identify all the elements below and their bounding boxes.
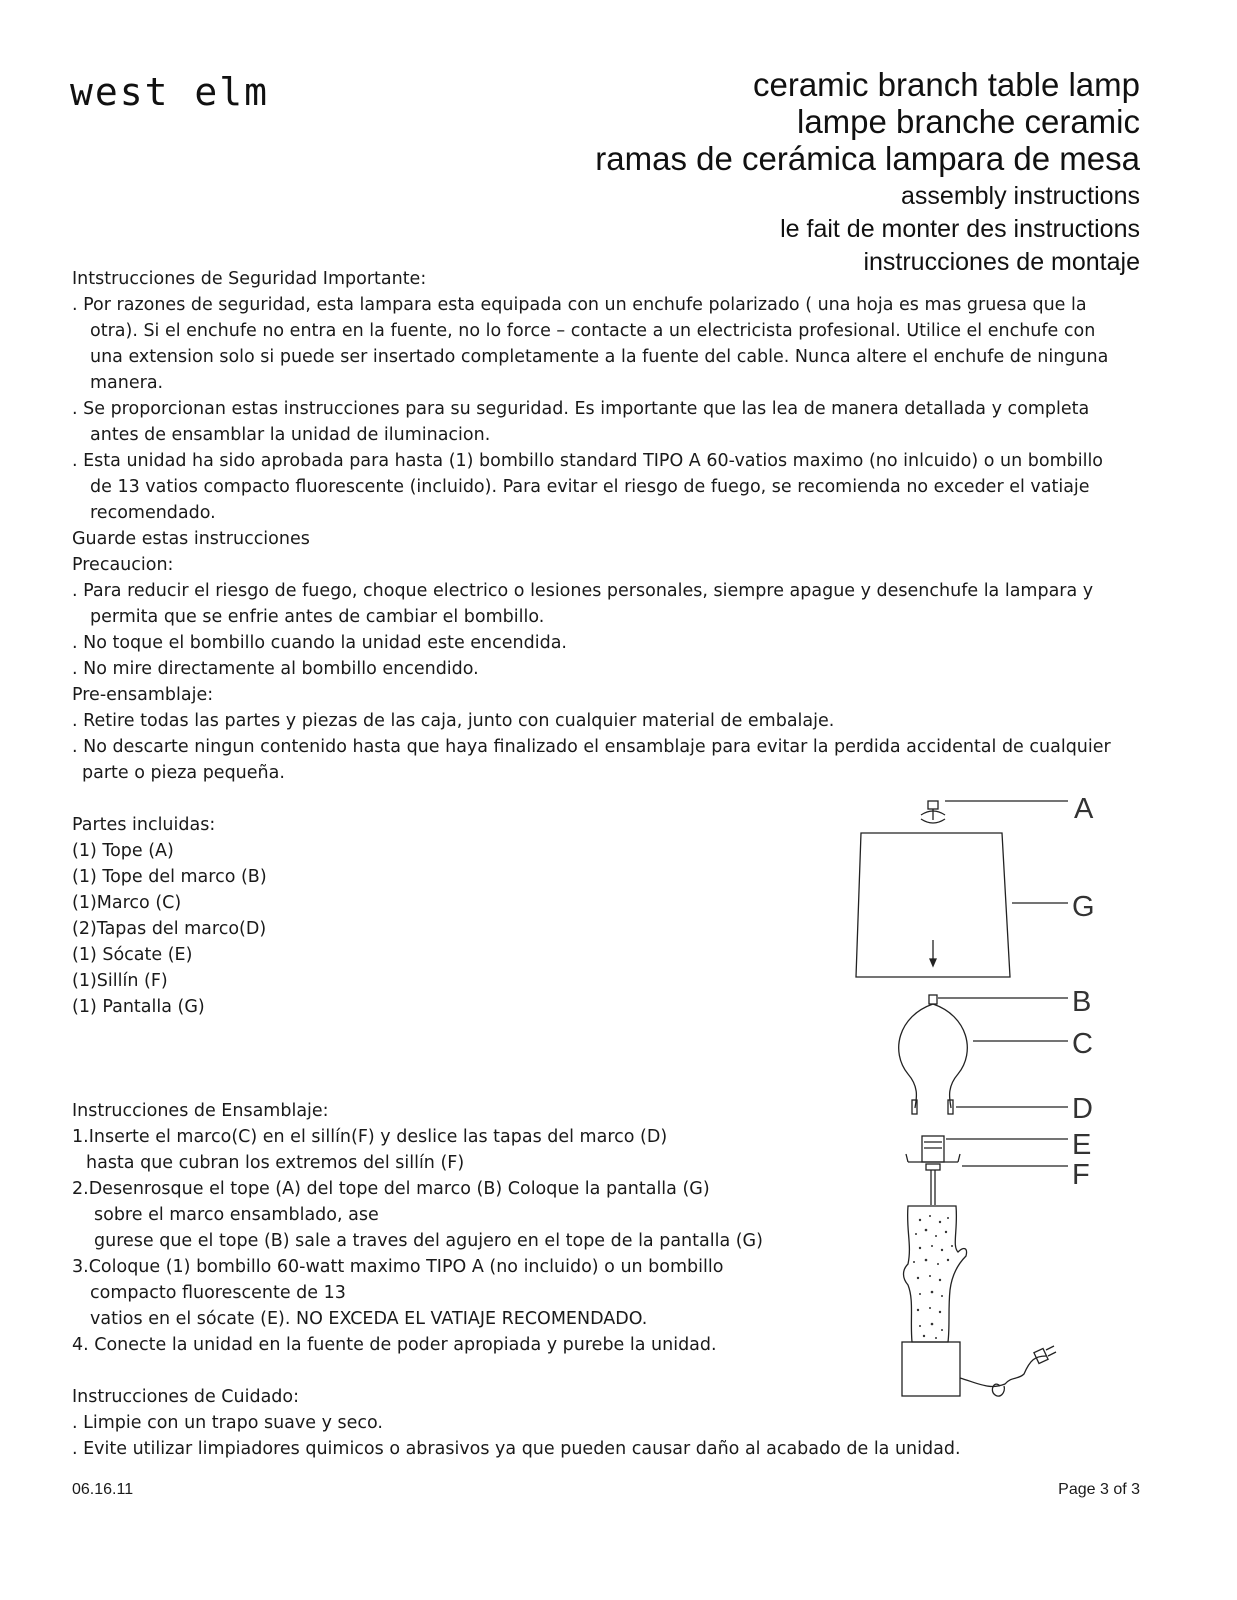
safety-heading: Intstrucciones de Seguridad Importante:: [72, 269, 427, 289]
subtitle-es: instrucciones de montaje: [863, 248, 1140, 276]
text-line: otra). Si el enchufe no entra en la fuente, no lo force – contacte a un electricista profesional. Utilice el enchufe con: [90, 321, 1096, 341]
text-line: compacto fluorescente de 13: [90, 1283, 346, 1303]
text-line: manera.: [90, 373, 164, 393]
finial-part: [921, 801, 1068, 823]
caution-heading: Precaucion:: [72, 555, 174, 575]
text-line: vatios en el sócate (E). NO EXCEDA EL VATIAJE RECOMENDADO.: [90, 1309, 648, 1329]
pre-bullet: . Retire todas las partes y piezas de las caja, junto con cualquier material de embalaje.: [72, 711, 835, 731]
lamp-exploded-diagram: [840, 790, 1130, 1410]
care-bullet: . Evite utilizar limpiadores quimicos o abrasivos ya que pueden causar daño al acabado de la unidad.: [72, 1439, 961, 1459]
safety-bullet: [72, 448, 1152, 526]
text-line: de 13 vatios compacto fluorescente (incluido). Para evitar el riesgo de fuego, se recomienda no exceder el vatiaje: [90, 477, 1090, 497]
text-line: gurese que el tope (B) sale a traves del agujero en el tope de la pantalla (G): [94, 1231, 763, 1251]
text-line: . Esta unidad ha sido aprobada para hasta (1) bombillo standard TIPO A 60-vatios maximo (no inlcuido) o un bombillo: [72, 451, 1104, 471]
shade-part: [856, 833, 1068, 977]
text-line: parte o pieza pequeña.: [82, 763, 285, 783]
label-g: G: [1072, 891, 1095, 923]
title-block: [595, 66, 1140, 279]
parts-heading: Partes incluidas:: [72, 815, 216, 835]
saddle-part: [906, 1154, 1068, 1205]
safety-bullet: [72, 292, 1152, 396]
harp-top-part: [929, 995, 1068, 1004]
save-note: Guarde estas instrucciones: [72, 529, 310, 549]
text-line: recomendado.: [90, 503, 216, 523]
text-line: hasta que cubran los extremos del sillín (F): [86, 1153, 465, 1173]
page-number: Page 3 of 3: [1058, 1481, 1140, 1498]
text-line: permita que se enfrie antes de cambiar el bombillo.: [90, 607, 545, 627]
label-d: D: [1072, 1093, 1093, 1125]
text-line: . Se proporcionan estas instrucciones para su seguridad. Es importante que las lea de manera detallada y completa: [72, 399, 1090, 419]
part-item: (1) Tope (A): [72, 841, 174, 861]
part-item: (1) Tope del marco (B): [72, 867, 267, 887]
subtitle-fr: le fait de monter des instructions: [780, 215, 1140, 243]
text-line: . No descarte ningun contenido hasta que haya finalizado el ensamblaje para evitar la perdida accidental de cualquier: [72, 737, 1111, 757]
text-line: antes de ensamblar la unidad de iluminacion.: [90, 425, 491, 445]
assembly-heading: Instrucciones de Ensamblaje:: [72, 1101, 329, 1121]
safety-bullet: [72, 396, 1152, 448]
part-item: (2)Tapas del marco(D): [72, 919, 267, 939]
caution-bullet: [72, 578, 1152, 630]
assembly-step: 4. Conecte la unidad en la fuente de poder apropiada y purebe la unidad.: [72, 1335, 717, 1355]
branch-texture: [913, 1215, 953, 1339]
text-line: 3.Coloque (1) bombillo 60-watt maximo TIPO A (no incluido) o un bombillo: [72, 1257, 724, 1277]
text-line: sobre el marco ensamblado, ase: [94, 1205, 379, 1225]
text-line: . Por razones de seguridad, esta lampara esta equipada con un enchufe polarizado ( una hoja es mas gruesa que la: [72, 295, 1087, 315]
label-a: A: [1074, 793, 1094, 825]
care-heading: Instrucciones de Cuidado:: [72, 1387, 300, 1407]
label-e: E: [1072, 1129, 1092, 1161]
caution-bullet: . No mire directamente al bombillo encendido.: [72, 659, 479, 679]
title-es: ramas de cerámica lampara de mesa: [595, 140, 1140, 177]
label-f: F: [1072, 1159, 1090, 1191]
label-c: C: [1072, 1028, 1093, 1060]
subtitle-en: assembly instructions: [901, 182, 1140, 210]
part-item: (1) Sócate (E): [72, 945, 193, 965]
caution-bullet: . No toque el bombillo cuando la unidad este encendida.: [72, 633, 567, 653]
part-item: (1)Sillín (F): [72, 971, 168, 991]
text-line: una extension solo si puede ser insertado completamente a la fuente del cable. Nunca altere el enchufe de ninguna: [90, 347, 1109, 367]
pre-heading: Pre-ensamblaje:: [72, 685, 214, 705]
brand-logo: west elm: [70, 70, 270, 114]
title-en: ceramic branch table lamp: [752, 66, 1140, 103]
part-item: (1) Pantalla (G): [72, 997, 205, 1017]
text-line: 1.Inserte el marco(C) en el sillín(F) y deslice las tapas del marco (D): [72, 1127, 668, 1147]
lamp-base-body: [902, 1206, 1056, 1396]
text-line: . Para reducir el riesgo de fuego, choque electrico o lesiones personales, siempre apague y desenchufe la lampara y: [72, 581, 1094, 601]
text-line: 2.Desenrosque el tope (A) del tope del marco (B) Coloque la pantalla (G): [72, 1179, 710, 1199]
socket-part: [922, 1136, 1068, 1162]
harp-part: [899, 1004, 1068, 1108]
pre-bullet: [72, 734, 1152, 786]
part-item: (1)Marco (C): [72, 893, 182, 913]
care-bullet: . Limpie con un trapo suave y seco.: [72, 1413, 383, 1433]
label-b: B: [1072, 986, 1092, 1018]
harp-caps-part: [912, 1100, 1068, 1114]
footer-date: 06.16.11: [72, 1481, 134, 1498]
title-fr: lampe branche ceramic: [797, 103, 1140, 140]
